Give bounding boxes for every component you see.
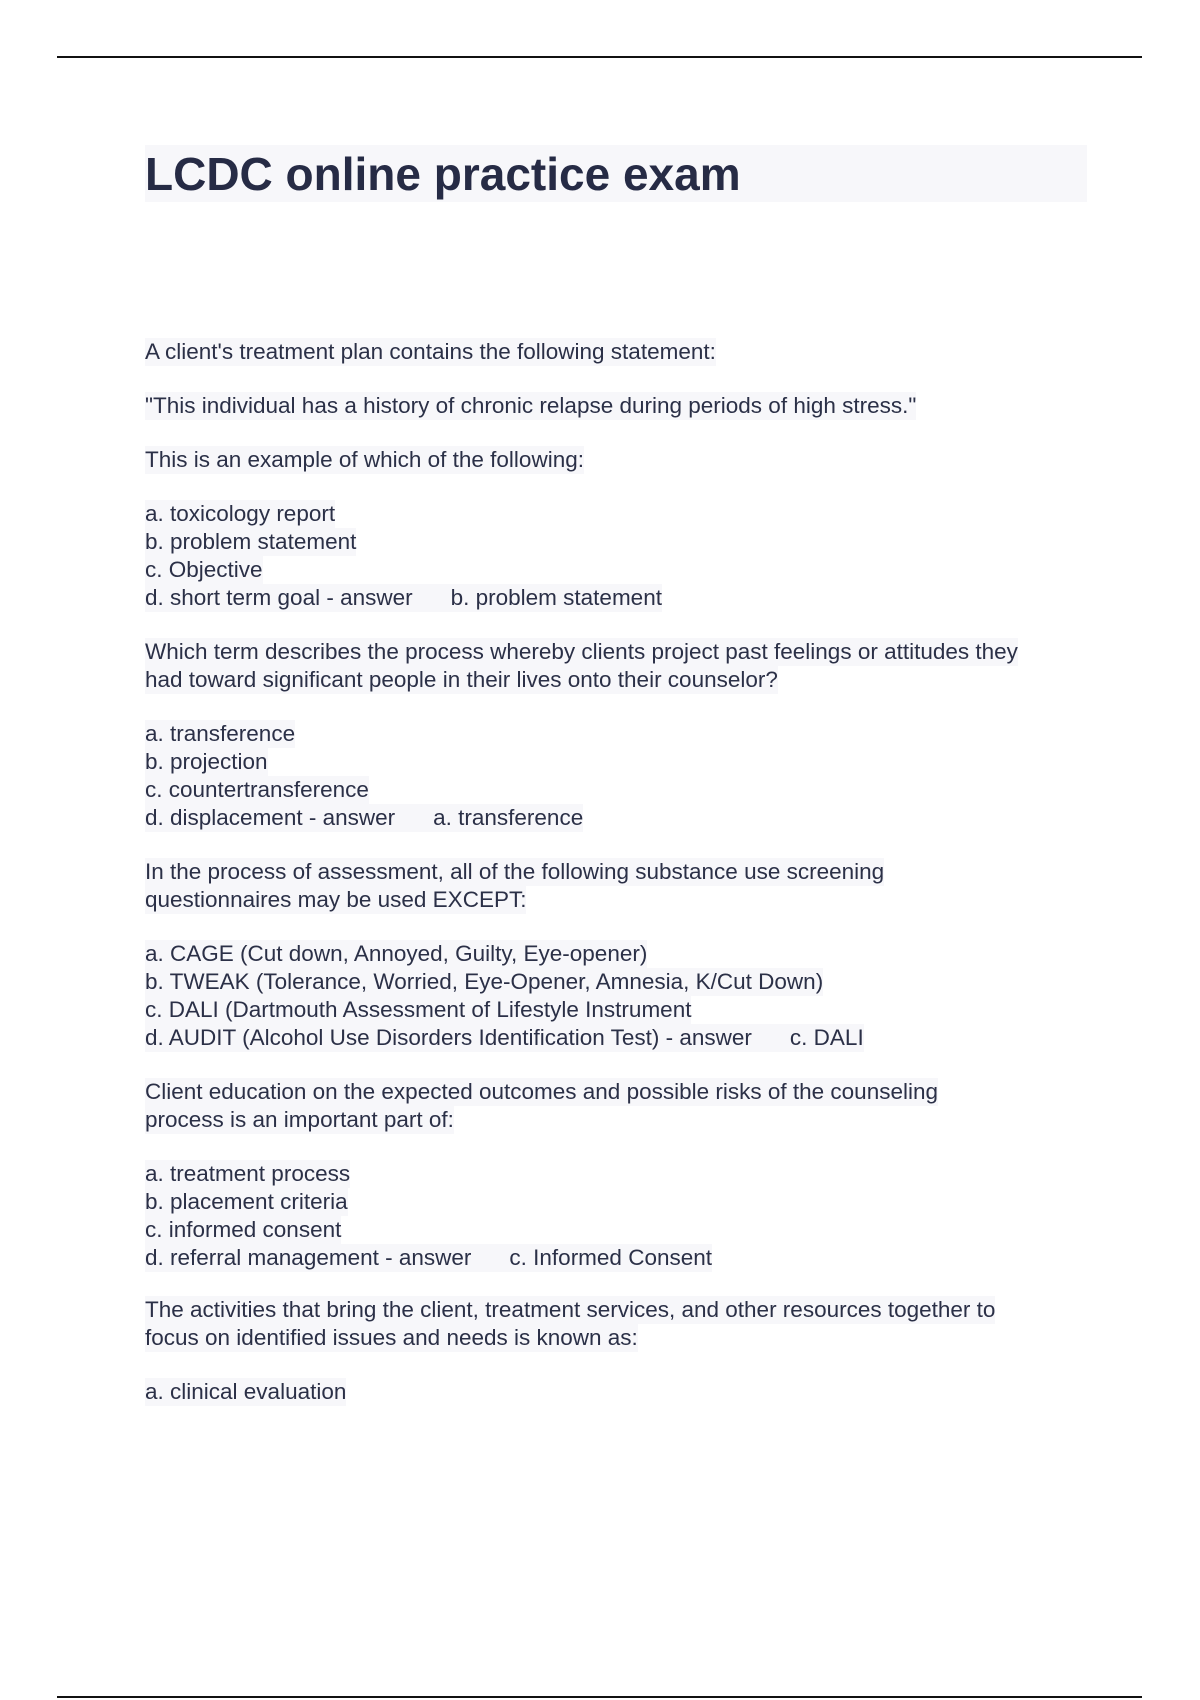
question-1-prompt: This is an example of which of the following:: [145, 447, 584, 472]
question-1-quote: "This individual has a history of chronic relapse during periods of high stress.": [145, 393, 917, 418]
option-with-answer: [145, 584, 662, 612]
option: c. Objective: [145, 557, 263, 582]
question-prompt-line: Which term describes the process whereby clients project past feelings or attitudes they: [145, 639, 1018, 664]
question-5: [145, 1296, 1105, 1406]
answer: c. DALI: [789, 1025, 864, 1050]
question-4: [145, 1078, 1105, 1272]
last-option: d. short term goal - answer: [145, 585, 413, 610]
option-with-answer: [145, 804, 583, 832]
option: b. TWEAK (Tolerance, Worried, Eye-Opener, Amnesia, K/Cut Down): [145, 969, 824, 994]
question-3: [145, 858, 1105, 1052]
question-1-intro: A client's treatment plan contains the following statement:: [145, 339, 716, 364]
question-prompt-line: Client education on the expected outcomes and possible risks of the counseling: [145, 1079, 938, 1104]
answer: c. Informed Consent: [509, 1245, 713, 1270]
option-with-answer: [145, 1244, 712, 1272]
last-option: d. referral management - answer: [145, 1245, 472, 1270]
question-prompt-line: focus on identified issues and needs is known as:: [145, 1325, 638, 1350]
header-rule: [57, 56, 1142, 58]
option: c. informed consent: [145, 1217, 342, 1242]
option-with-answer: [145, 1024, 864, 1052]
option: a. toxicology report: [145, 501, 336, 526]
footer-rule: [57, 1696, 1142, 1698]
page-title: LCDC online practice exam: [145, 148, 741, 200]
question-1: [145, 338, 1105, 612]
last-option: d. AUDIT (Alcohol Use Disorders Identification Test) - answer: [145, 1025, 752, 1050]
question-2: [145, 638, 1105, 832]
document-body: [145, 338, 1105, 1406]
question-prompt-line: had toward significant people in their lives onto their counselor?: [145, 667, 778, 692]
option: c. DALI (Dartmouth Assessment of Lifestyle Instrument: [145, 997, 692, 1022]
option: c. countertransference: [145, 777, 369, 802]
option: b. projection: [145, 749, 268, 774]
last-option: d. displacement - answer: [145, 805, 396, 830]
answer: a. transference: [433, 805, 584, 830]
option: a. clinical evaluation: [145, 1379, 347, 1404]
option: a. treatment process: [145, 1161, 351, 1186]
option: a. transference: [145, 721, 296, 746]
question-prompt-line: In the process of assessment, all of the following substance use screening: [145, 859, 885, 884]
question-prompt-line: The activities that bring the client, treatment services, and other resources together to: [145, 1297, 996, 1322]
option: b. placement criteria: [145, 1189, 348, 1214]
answer: b. problem statement: [450, 585, 662, 610]
question-prompt-line: process is an important part of:: [145, 1107, 454, 1132]
question-prompt-line: questionnaires may be used EXCEPT:: [145, 887, 527, 912]
option: b. problem statement: [145, 529, 357, 554]
option: a. CAGE (Cut down, Annoyed, Guilty, Eye-opener): [145, 941, 648, 966]
